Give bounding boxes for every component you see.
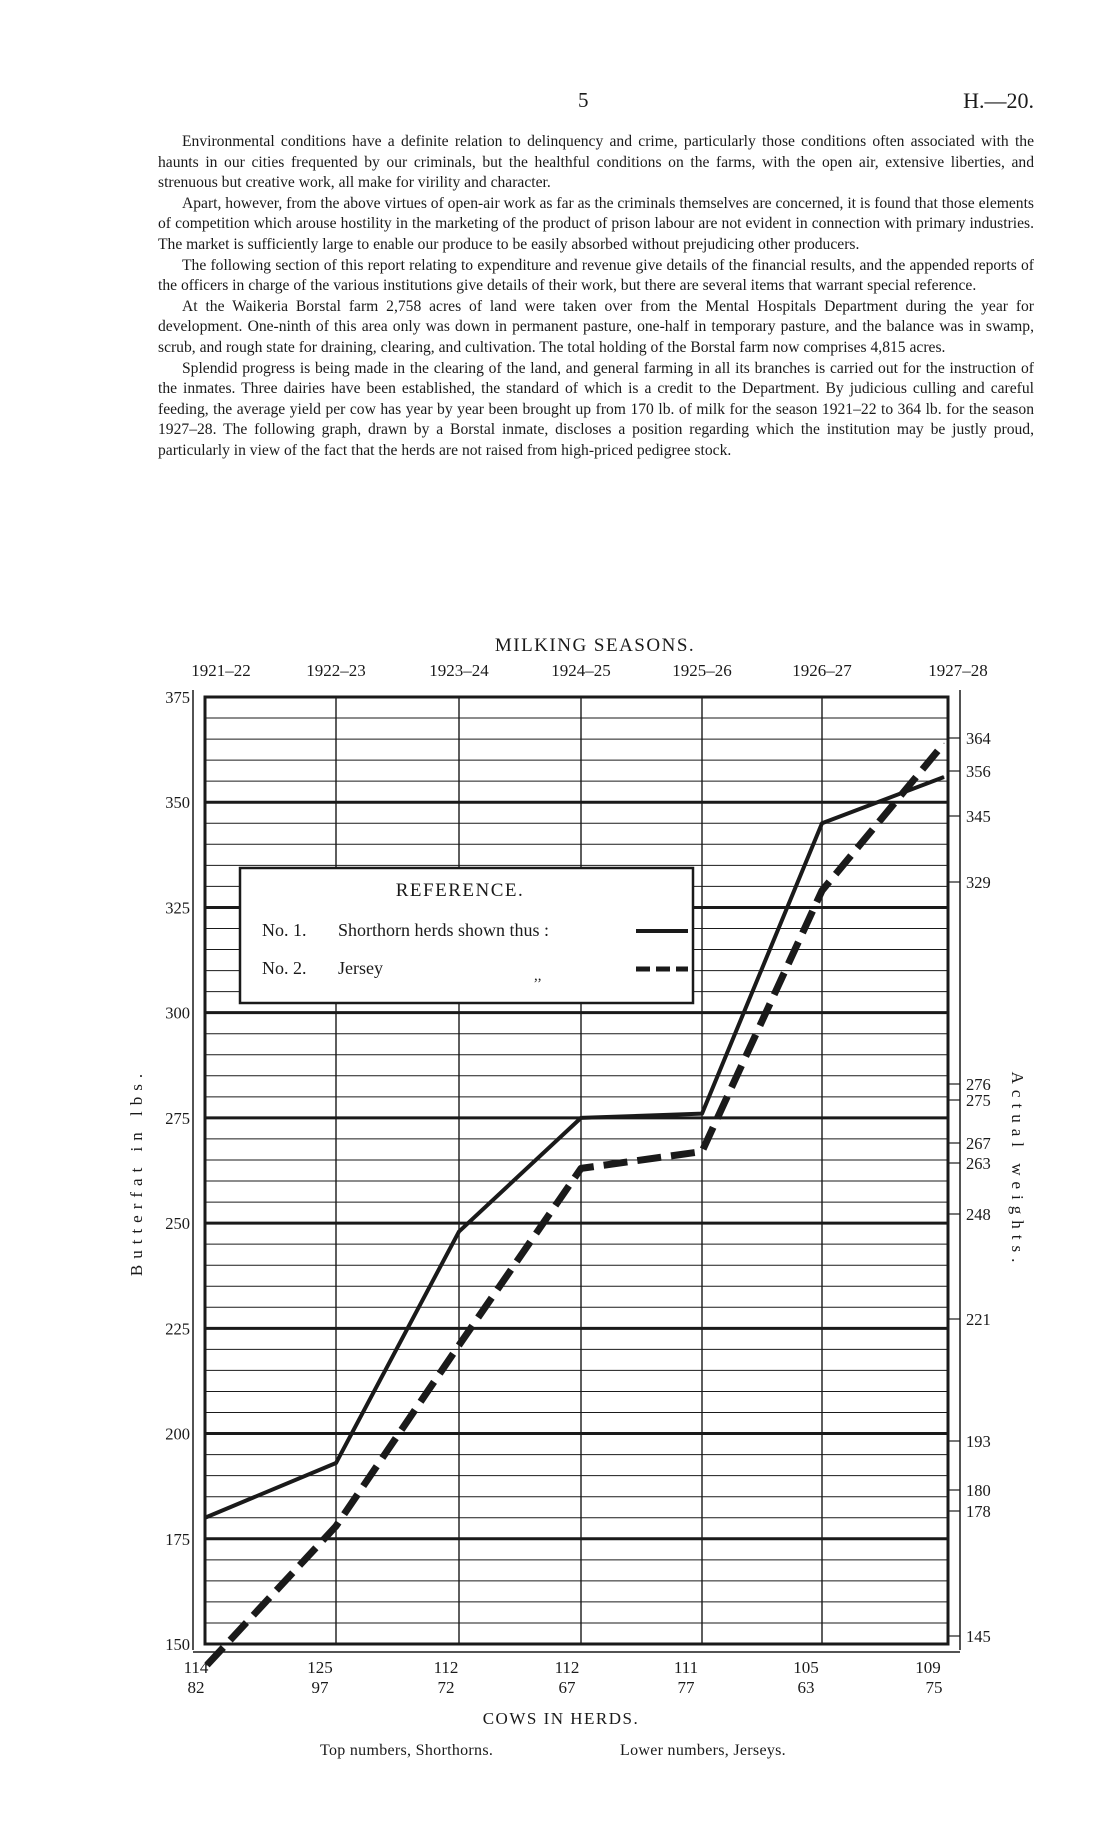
season-label: 1925–26 [672,661,732,680]
cows-jersey-label: 67 [558,1678,576,1697]
footnote-shorthorn: Top numbers, Shorthorns. [320,1742,494,1759]
paragraph: The following section of this report relating to expenditure and revenue give details of the financial results, and the appended reports of the officers in charge of the various institutions give details of their work, but there are several items that warrant special reference. [158,256,1034,295]
y-tick-label: 325 [165,898,190,918]
shorthorn-data-point [581,1117,582,1118]
right-value-label: 221 [966,1310,991,1329]
y-tick-label: 200 [165,1424,190,1444]
right-value-label: 145 [966,1627,991,1646]
shorthorn-data-point [459,1231,460,1232]
cows-shorthorn-label: 109 [915,1658,941,1677]
paragraph: Apart, however, from the above virtues of open-air work as far as the criminals themselves are concerned, it is found that those elements of competition which arouse hostility in the marketing of the product of prison labour are not evident in connection with primary industries. The market is sufficiently large to enable our produce to be easily absorbed without prejudicing other producers. [158,194,1034,253]
y-axis-label: Butterfat in lbs. [127,1067,146,1277]
legend-jersey-text: Jersey [338,958,383,978]
season-label: 1921–22 [191,661,251,680]
cows-jersey-label: 82 [187,1678,205,1697]
cows-shorthorn-label: 105 [793,1658,819,1677]
cows-shorthorn-label: 114 [183,1658,209,1677]
paragraph: At the Waikeria Borstal farm 2,758 acres of land were taken over from the Mental Hospitals Department during the year for development. One-ninth of this area only was down in permanent pasture, one-half in temporary pasture, and the balance was in swamp, scrub, and rough state for draining, clearing, and cultivation. The total holding of the Borstal farm now comprises 4,815 acres. [158,297,1034,356]
y-tick-label: 375 [165,688,190,707]
cows-jersey-label: 75 [925,1678,943,1697]
right-value-label: 276 [966,1075,991,1094]
cows-shorthorn-label: 112 [433,1658,459,1677]
document-code: H.—20. [963,88,1034,113]
right-value-label: 178 [966,1502,991,1521]
legend-title: REFERENCE. [395,880,525,901]
jersey-data-point [459,1345,460,1346]
cows-shorthorn-label: 125 [307,1658,333,1677]
shorthorn-data-point [822,823,823,824]
cows-jersey-label: 63 [797,1678,815,1697]
shorthorn-data-point [944,776,945,777]
shorthorn-data-point [205,1517,206,1518]
legend-number-1: No. 1. [262,920,307,940]
right-value-label: 248 [966,1205,991,1224]
legend-number-2: No. 2. [262,958,307,978]
y-tick-label: 275 [165,1108,190,1128]
right-value-label: 180 [966,1481,991,1500]
right-value-label: 267 [966,1134,991,1153]
cows-shorthorn-label: 112 [554,1658,580,1677]
cows-jersey-label: 72 [437,1678,455,1697]
paragraph: Splendid progress is being made in the clearing of the land, and general farming in all its branches is carried out for the instruction of the inmates. Three dairies have been established, the standard of which is a credit to the Department. By judicious culling and careful feeding, the average yield per cow has year by year been brought up from 170 lb. of milk for the season 1921–22 to 364 lb. for the season 1927–28. The following graph, drawn by a Borstal inmate, discloses a position regarding which the institution may be justly proud, particularly in view of the fact that the herds are not raised from high-priced pedigree stock. [158,359,1034,459]
cows-jersey-label: 77 [677,1678,695,1697]
right-value-label: 193 [966,1432,991,1451]
season-label: 1926–27 [792,661,852,680]
shorthorn-data-point [702,1113,703,1114]
right-value-label: 356 [966,762,991,781]
season-label: 1923–24 [429,661,489,680]
y-tick-label: 175 [165,1529,190,1549]
y-tick-label: 300 [165,1003,190,1023]
paragraph: Environmental conditions have a definite relation to delinquency and crime, particularly those conditions often associated with the haunts in our cities frequented by our criminals, but the healthful conditions on the farms, with the open air, extensive liberties, and strenuous but creative work, all make for virility and character. [158,133,1034,192]
chart-title: MILKING SEASONS. [494,635,696,656]
y-tick-label: 350 [165,793,190,813]
jersey-data-point [702,1151,703,1152]
right-value-label: 364 [966,729,991,748]
right-value-label: 263 [966,1154,991,1173]
x-axis-label: COWS IN HERDS. [482,1709,640,1728]
right-value-label: 345 [966,807,991,826]
jersey-data-point [822,890,823,891]
cows-jersey-label: 97 [311,1678,329,1697]
legend-shorthorn-text: Shorthorn herds shown thus : [338,920,549,940]
jersey-data-point [336,1526,337,1527]
legend-ditto-mark: ,, [534,968,542,984]
y-tick-label: 250 [165,1214,190,1234]
jersey-data-point [581,1168,582,1169]
y-tick-label: 225 [165,1319,190,1339]
right-axis-label: Actual weights. [1008,1071,1027,1269]
jersey-data-point [944,743,945,744]
season-label: 1924–25 [551,661,611,680]
season-label: 1927–28 [928,661,988,680]
page-number: 5 [578,88,589,112]
shorthorn-data-point [336,1463,337,1464]
y-tick-label: 150 [165,1635,190,1654]
season-label: 1922–23 [306,661,366,680]
right-value-label: 329 [966,873,991,892]
footnote-jersey: Lower numbers, Jerseys. [620,1742,786,1759]
right-value-label: 275 [966,1091,991,1110]
cows-shorthorn-label: 111 [673,1658,699,1677]
